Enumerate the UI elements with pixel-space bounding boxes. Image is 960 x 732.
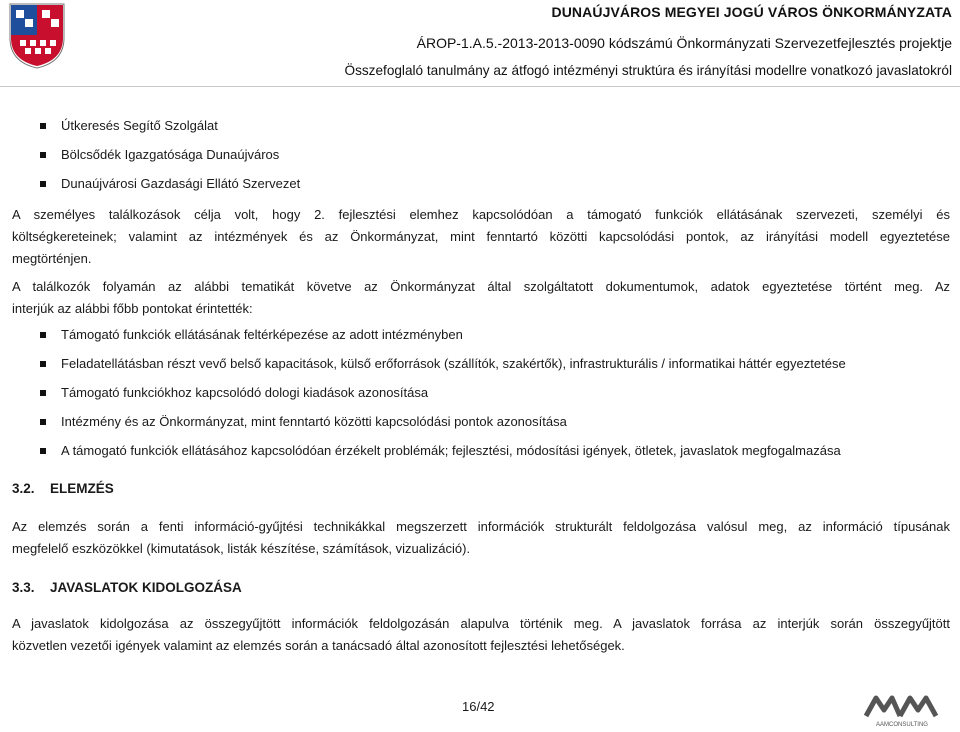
section-number: 3.3. [12, 580, 35, 595]
list-item [40, 414, 567, 429]
paragraph-line: interjúk az alábbi főbb pontokat érintették: [12, 301, 253, 316]
list-item-text: Támogató funkciókhoz kapcsolódó dologi kiadások azonosítása [61, 385, 429, 400]
list-item-text: A támogató funkciók ellátásához kapcsolódóan érzékelt problémák; fejlesztési, módosítási igények, ötletek, javaslatok megfogalmazása [61, 443, 841, 458]
section-number: 3.2. [12, 481, 35, 496]
meeting-purpose-paragraph [12, 204, 950, 270]
aam-consulting-logo-icon [862, 692, 942, 728]
list-item [40, 327, 463, 342]
paragraph-line: költségkereteinek; valamint az intézmények és az Önkormányzat, mint fenntartó közötti kapcsolódási pontok, az irányítási modell egyeztetése [12, 229, 950, 244]
paragraph-line: A javaslatok kidolgozása az összegyűjtött információk feldolgozásán alapulva történik meg. A javaslatok forrása az interjúk során összegyűjtött [12, 616, 950, 631]
list-item [40, 176, 300, 191]
header-document-title: Összefoglaló tanulmány az átfogó intézményi struktúra és irányítási modellre vonatkozó javaslatokról [344, 63, 952, 78]
square-bullet-icon [40, 419, 46, 425]
section-heading-proposals [12, 580, 242, 595]
analysis-paragraph [12, 516, 950, 560]
square-bullet-icon [40, 332, 46, 338]
paragraph-line: megfelelő eszközökkel (kimutatások, listák készítése, számítások, vizualizáció). [12, 541, 471, 556]
page-header [0, 0, 960, 88]
square-bullet-icon [40, 448, 46, 454]
square-bullet-icon [40, 390, 46, 396]
square-bullet-icon [40, 152, 46, 158]
paragraph-line: A személyes találkozások célja volt, hogy 2. fejlesztési elemhez kapcsolódóan a támogató funkciók ellátásának szervezeti, személyi és [12, 207, 950, 222]
list-item [40, 356, 846, 371]
paragraph-line: megtörténjen. [12, 251, 92, 266]
list-item-text: Bölcsődék Igazgatósága Dunaújváros [61, 147, 280, 162]
list-item [40, 118, 218, 133]
square-bullet-icon [40, 123, 46, 129]
list-item [40, 385, 428, 400]
meeting-topics-paragraph [12, 276, 950, 320]
section-title: JAVASLATOK KIDOLGOZÁSA [50, 580, 242, 595]
paragraph-line: Az elemzés során a fenti információ-gyűjtési technikákkal megszerzett információk strukturált feldolgozása valósul meg, az információ típusának [12, 519, 950, 534]
list-item [40, 147, 279, 162]
paragraph-line: közvetlen vezetői igények valamint az elemzés során a tanácsadó által azonosított fejlesztési lehetőségek. [12, 638, 625, 653]
square-bullet-icon [40, 361, 46, 367]
section-title: ELEMZÉS [50, 481, 114, 496]
header-organization: DUNAÚJVÁROS MEGYEI JOGÚ VÁROS ÖNKORMÁNYZATA [551, 4, 952, 20]
square-bullet-icon [40, 181, 46, 187]
coat-of-arms-icon [8, 2, 66, 70]
list-item-text: Útkeresés Segítő Szolgálat [61, 118, 218, 133]
proposals-paragraph [12, 613, 950, 657]
list-item-text: Dunaújvárosi Gazdasági Ellátó Szervezet [61, 176, 301, 191]
list-item-text: Intézmény és az Önkormányzat, mint fenntartó közötti kapcsolódási pontok azonosítása [61, 414, 567, 429]
list-item-text: Támogató funkciók ellátásának feltérképezése az adott intézményben [61, 327, 463, 342]
logo-text: AAMCONSULTING [876, 722, 928, 728]
paragraph-line: A találkozók folyamán az alábbi tematikát követve az Önkormányzat által szolgáltatott dokumentumok, adatok egyeztetése történt meg. Az [12, 279, 950, 294]
header-project: ÁROP-1.A.5.-2013-2013-0090 kódszámú Önkormányzati Szervezetfejlesztés projektje [416, 35, 952, 51]
page-number: 16/42 [462, 699, 495, 714]
list-item-text: Feladatellátásban részt vevő belső kapacitások, külső erőforrások (szállítók, szakértők), infrastrukturális / informatikai háttér egyeztetése [61, 356, 846, 371]
list-item [40, 443, 841, 458]
header-divider [0, 86, 960, 87]
section-heading-analysis [12, 481, 114, 496]
